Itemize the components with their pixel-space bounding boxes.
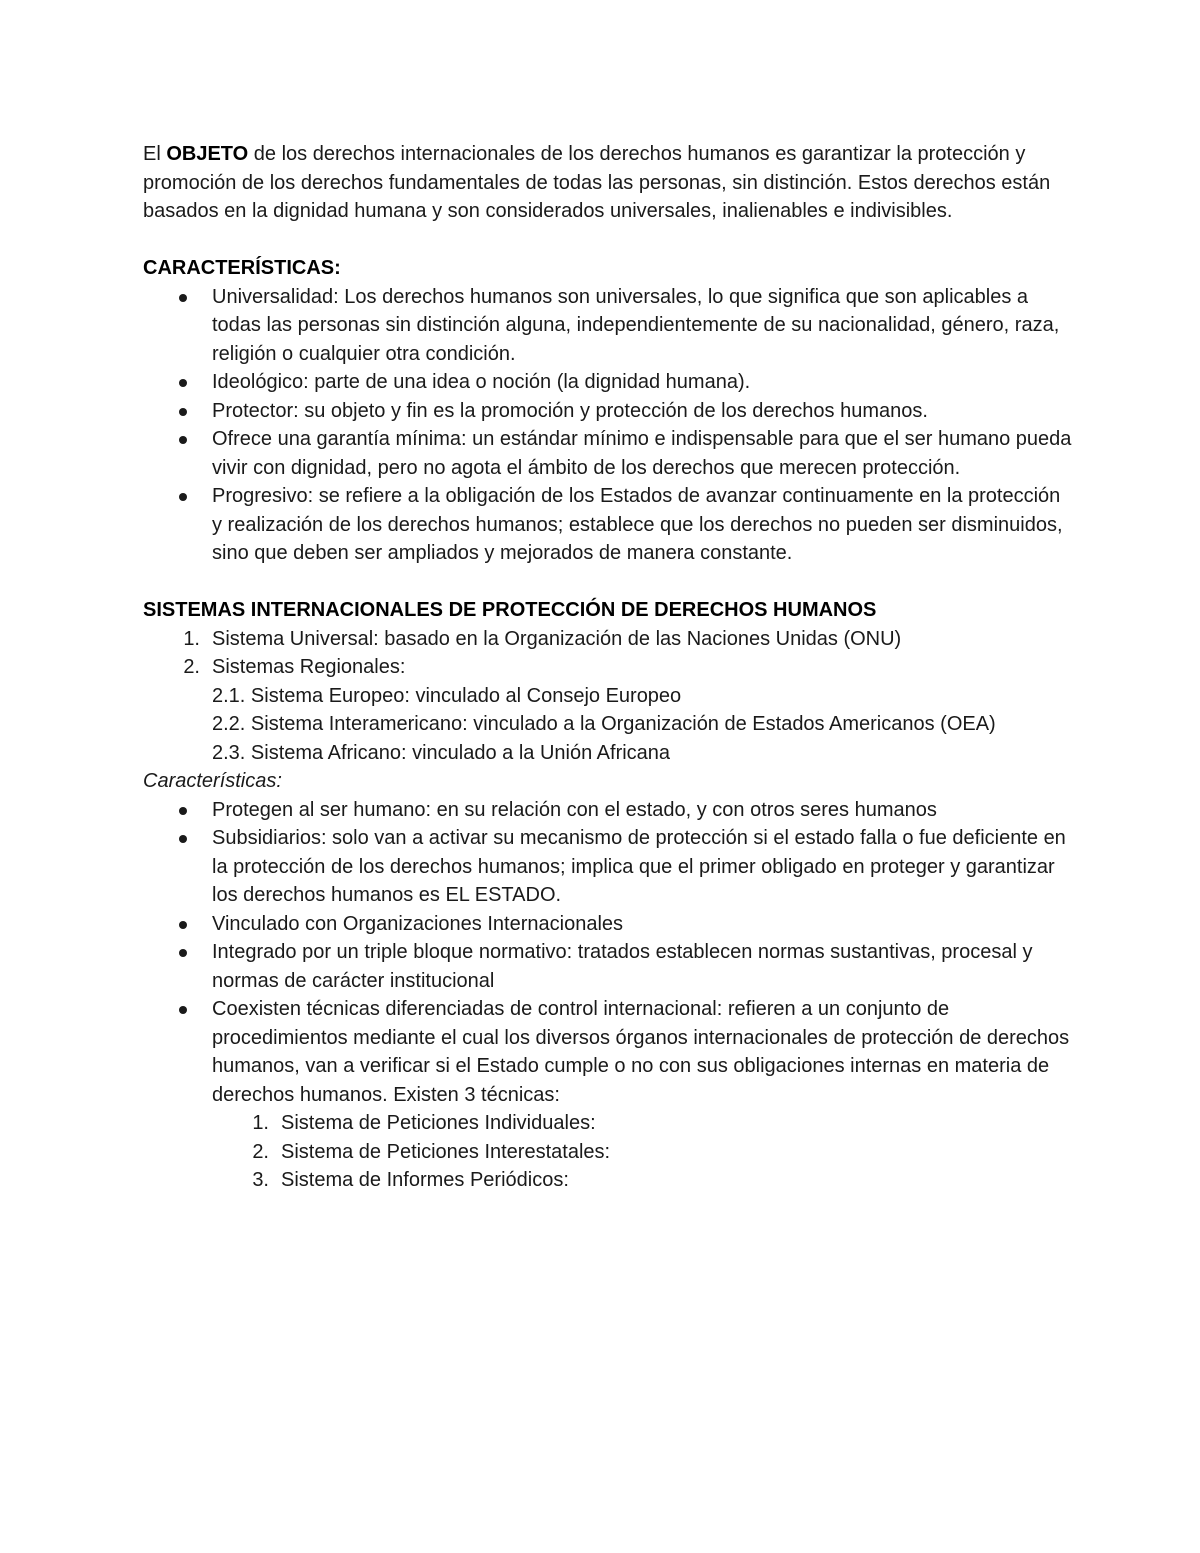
bullet-icon [179, 1006, 187, 1014]
list-item [143, 824, 1073, 910]
caracteristicas-heading: CARACTERÍSTICAS: [143, 257, 341, 279]
intro-paragraph [143, 140, 1073, 226]
list-item-text: Integrado por un triple bloque normativo: tratados establecen normas sustantivas, procesal y normas de carácter institucional [212, 941, 1033, 992]
list-item-text: Progresivo: se refiere a la obligación de los Estados de avanzar continuamente en la protección y realización de los derechos humanos; establece que los derechos no pueden ser disminuidos, sino que deben ser ampliados y mejorados de manera constante. [212, 485, 1063, 564]
list-item-text: Subsidiarios: solo van a activar su mecanismo de protección si el estado falla o fue deficiente en la protección de los derechos humanos; implica que el primer obligado en proteger y garantizar los derechos humanos es EL ESTADO. [212, 827, 1066, 906]
technique-item [143, 1138, 1073, 1167]
list-item-text: Sistemas Regionales: [212, 656, 406, 678]
list-number: 1. [252, 1112, 269, 1134]
bullet-icon [179, 436, 187, 444]
intro-text: de los derechos internacionales de los derechos humanos es garantizar la protección y promoción de los derechos fundamentales de todas las personas, sin distinción. Estos derechos están basados en la dignidad humana y son considerados universales, inalienables e indivisibles. [143, 143, 1051, 222]
technique-item [143, 1166, 1073, 1195]
list-item [143, 425, 1073, 482]
list-item [143, 995, 1073, 1195]
sub-list-item: 2.1. Sistema Europeo: vinculado al Consejo Europeo [212, 684, 682, 707]
technique-text: Sistema de Peticiones Interestatales: [281, 1140, 611, 1163]
list-item-text: Universalidad: Los derechos humanos son universales, lo que significa que son aplicables a todas las personas sin distinción alguna, independientemente de su nacionalidad, género, raza, religión o cualquier otra condición. [212, 285, 1060, 365]
list-number: 2. [252, 1140, 269, 1163]
sub-list-item: 2.2. Sistema Interamericano: vinculado a la Organización de Estados Americanos (OEA) [212, 713, 996, 735]
bullet-icon [179, 493, 187, 501]
technique-text: Sistema de Informes Periódicos: [281, 1169, 569, 1191]
list-item-text: Protector: su objeto y fin es la promoción y protección de los derechos humanos. [212, 399, 928, 422]
list-item-text: Vinculado con Organizaciones Internacionales [212, 912, 624, 935]
list-number: 2. [183, 656, 200, 678]
intro-prefix: El [143, 143, 167, 165]
bullet-icon [179, 807, 187, 815]
bullet-icon [179, 921, 187, 929]
list-item-text: Sistema Universal: basado en la Organización de las Naciones Unidas (ONU) [212, 627, 902, 650]
list-item-text: Ideológico: parte de una idea o noción (la dignidad humana). [212, 371, 751, 393]
list-item [143, 283, 1073, 369]
caracteristicas-sistemas-list [143, 796, 1073, 1195]
sistemas-heading: SISTEMAS INTERNACIONALES DE PROTECCIÓN DE DERECHOS HUMANOS [143, 599, 877, 621]
techniques-list [143, 1109, 1073, 1195]
list-item-text: Coexisten técnicas diferenciadas de control internacional: refieren a un conjunto de procedimientos mediante el cual los diversos órganos internacionales de protección de derechos humanos, van a verificar si el Estado cumple o no con sus obligaciones internas en materia de derechos humanos. Existen 3 técnicas: [212, 998, 1070, 1106]
bullet-icon [179, 294, 187, 302]
technique-item [143, 1109, 1073, 1138]
list-item-text: Protegen al ser humano: en su relación con el estado, y con otros seres humanos [212, 798, 937, 821]
list-item [143, 625, 1073, 654]
bullet-icon [179, 379, 187, 387]
list-item [143, 482, 1073, 568]
list-item [143, 368, 1073, 397]
bullet-icon [179, 835, 187, 843]
list-item-text: Ofrece una garantía mínima: un estándar mínimo e indispensable para que el ser humano pueda vivir con dignidad, pero no agota el ámbito de los derechos que merecen protección. [212, 428, 1072, 479]
list-item [143, 397, 1073, 426]
list-item [143, 910, 1073, 939]
sistemas-list [143, 625, 1073, 682]
list-number: 3. [252, 1169, 269, 1191]
intro-bold-word: OBJETO [166, 143, 249, 165]
sistemas-regionales-list [143, 682, 1073, 768]
list-item [143, 796, 1073, 825]
caracteristicas-sistemas-heading: Características: [143, 770, 282, 792]
list-number: 1. [183, 627, 200, 650]
bullet-icon [179, 949, 187, 957]
bullet-icon [179, 408, 187, 416]
list-item [143, 938, 1073, 995]
list-item [143, 653, 1073, 682]
caracteristicas-list [143, 283, 1073, 568]
document-page [143, 140, 1073, 1195]
technique-text: Sistema de Peticiones Individuales: [281, 1112, 596, 1134]
sub-list-item: 2.3. Sistema Africano: vinculado a la Unión Africana [212, 741, 671, 764]
